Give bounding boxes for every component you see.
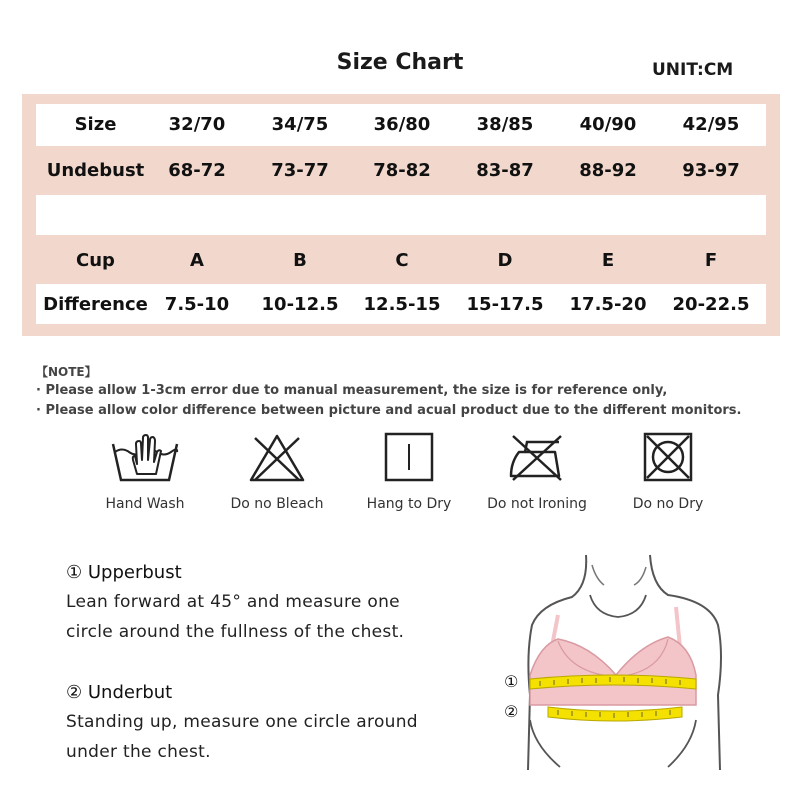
table-cell: 36/80 xyxy=(373,114,431,135)
table-cell: C xyxy=(395,250,409,271)
marker-upperbust: ① xyxy=(504,672,519,691)
table-cell: 20-22.5 xyxy=(672,294,750,315)
row-label: Cup xyxy=(76,250,115,271)
table-cell: 42/95 xyxy=(682,114,740,135)
no-iron-icon xyxy=(505,430,569,484)
note-line: · Please allow color difference between picture and acual product due to the different monitors. xyxy=(36,403,742,418)
table-cell: 38/85 xyxy=(476,114,534,135)
table-cell: E xyxy=(601,250,615,271)
care-label: Do no Dry xyxy=(632,496,704,512)
hand-wash-icon xyxy=(109,430,181,484)
table-cell: 93-97 xyxy=(682,160,740,181)
hang-dry-icon xyxy=(382,430,436,484)
table-cell: 83-87 xyxy=(476,160,534,181)
table-cell: 73-77 xyxy=(271,160,329,181)
care-no-bleach xyxy=(217,430,337,512)
care-no-iron xyxy=(477,430,597,512)
table-row xyxy=(0,246,800,276)
table-cell: 17.5-20 xyxy=(569,294,647,315)
note-heading: 【NOTE】 xyxy=(36,365,97,379)
bra-measure-illustration xyxy=(500,545,770,785)
table-cell: D xyxy=(497,250,513,271)
marker-underbust: ② xyxy=(504,702,519,721)
underbust-heading: ② Underbut xyxy=(66,682,173,703)
row-label: Undebust xyxy=(46,160,145,181)
table-cell: 10-12.5 xyxy=(261,294,339,315)
care-label: Hang to Dry xyxy=(366,496,452,512)
page-title: Size Chart xyxy=(336,50,464,75)
upperbust-text: circle around the fullness of the chest. xyxy=(66,622,405,642)
table-cell: 7.5-10 xyxy=(164,294,230,315)
table-cell: 78-82 xyxy=(373,160,431,181)
upperbust-text: Lean forward at 45° and measure one xyxy=(66,592,400,612)
table-cell: 88-92 xyxy=(579,160,637,181)
table-cell: B xyxy=(293,250,307,271)
care-label: Hand Wash xyxy=(105,496,185,512)
table-cell: 40/90 xyxy=(579,114,637,135)
table-band xyxy=(36,195,766,235)
row-label: Difference xyxy=(43,294,148,315)
care-hang-dry xyxy=(349,430,469,512)
table-row xyxy=(0,156,800,186)
table-cell: 68-72 xyxy=(168,160,226,181)
table-cell: 32/70 xyxy=(168,114,226,135)
upperbust-heading: ① Upperbust xyxy=(66,562,182,583)
underbust-text: under the chest. xyxy=(66,742,211,762)
care-label: Do not Ironing xyxy=(487,496,587,512)
table-cell: A xyxy=(190,250,204,271)
unit-label: UNIT:CM xyxy=(652,60,734,80)
table-cell: F xyxy=(704,250,718,271)
care-label: Do no Bleach xyxy=(230,496,324,512)
table-cell: 34/75 xyxy=(271,114,329,135)
care-no-tumble-dry xyxy=(608,430,728,512)
table-row xyxy=(0,290,800,320)
note-line: · Please allow 1-3cm error due to manual measurement, the size is for reference only, xyxy=(36,383,668,398)
row-label: Size xyxy=(74,114,117,135)
torso-illustration xyxy=(500,545,770,785)
no-tumble-dry-icon xyxy=(641,430,695,484)
table-row xyxy=(0,110,800,140)
no-bleach-icon xyxy=(247,430,307,484)
care-hand-wash xyxy=(85,430,205,512)
underbust-text: Standing up, measure one circle around xyxy=(66,712,418,732)
table-cell: 15-17.5 xyxy=(466,294,544,315)
table-cell: 12.5-15 xyxy=(363,294,441,315)
